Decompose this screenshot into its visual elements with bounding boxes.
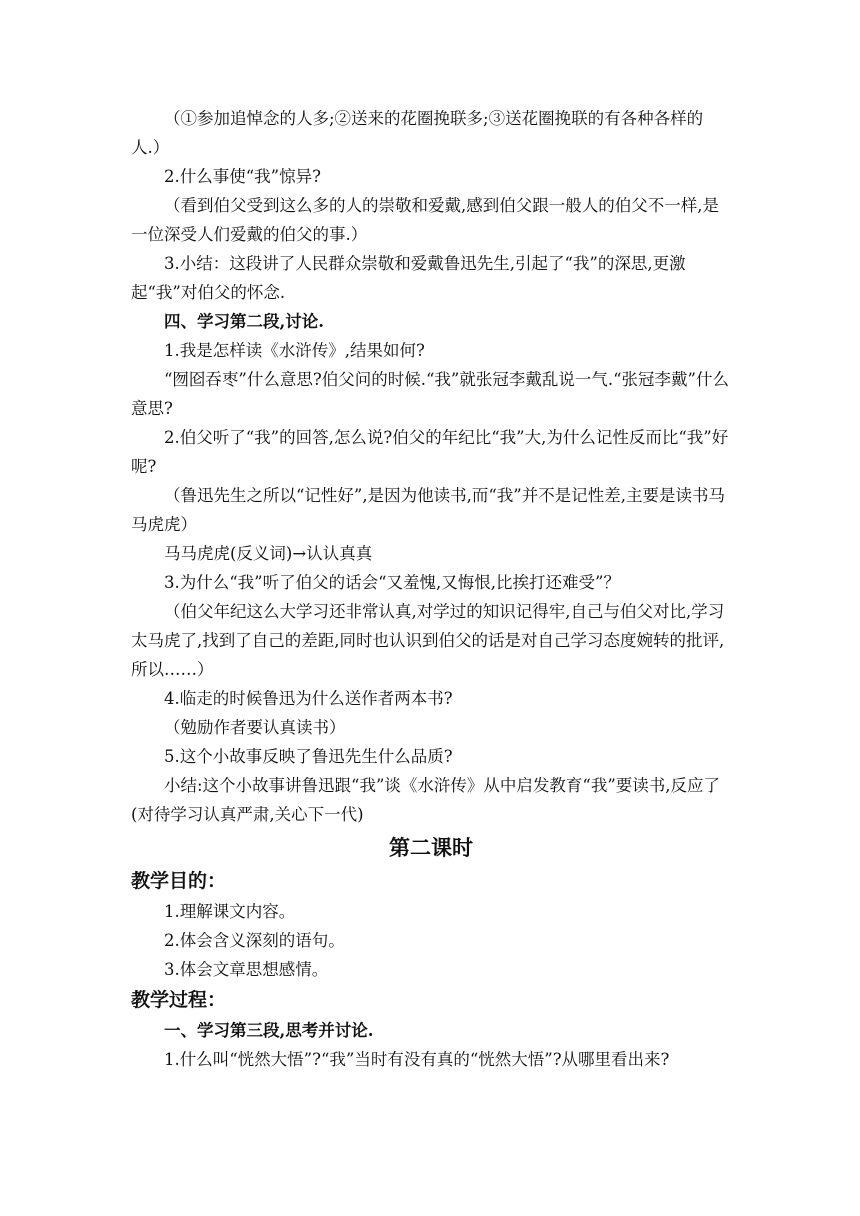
process-heading: 教学过程： <box>131 989 227 1011</box>
answer-paragraph: （勉励作者要认真读书） <box>164 718 346 737</box>
question-4: 4.临走的时候鲁迅为什么送作者两本书? <box>164 689 453 708</box>
section-heading: 四、学习第二段,讨论. <box>164 312 324 331</box>
summary-paragraph: 小结:这个小故事讲鲁迅跟“我”谈《水浒传》从中启发教育“我”要读书,反应了(对待学习认真严肃,关心下一代) <box>131 776 721 824</box>
goal-item: 2.体会含义深刻的语句。 <box>164 931 345 950</box>
answer-paragraph: （伯父年纪这么大学习还非常认真,对学过的知识记得牢,自己与伯父对比,学习太马虎了,找到了自己的差距,同时也认识到伯父的话是对自己学习态度婉转的批评,所以……） <box>131 602 725 679</box>
question-3: 3.为什么“我”听了伯父的话会“又羞愧,又悔恨,比挨打还难受”？ <box>164 573 620 592</box>
question-1: 1.我是怎样读《水浒传》,结果如何? <box>164 341 425 360</box>
document-body <box>131 104 731 1074</box>
question-paragraph: “囫囵吞枣”什么意思?伯父问的时候.“我”就张冠李戴乱说一气.“张冠李戴”什么意思? <box>131 370 729 418</box>
question-2: 2.什么事使“我”惊异? <box>164 167 321 186</box>
question-2: 2.伯父听了“我”的回答,怎么说?伯父的年纪比“我”大,为什么记性反而比“我”好呢? <box>131 428 729 476</box>
summary-paragraph: 3.小结：这段讲了人民群众崇敬和爱戴鲁迅先生,引起了“我”的深思,更激起“我”对伯父的怀念. <box>131 254 686 302</box>
answer-paragraph: （①参加追悼念的人多;②送来的花圈挽联多;③送花圈挽联的有各种各样的人.） <box>131 109 704 157</box>
section-heading: 一、学习第三段,思考并讨论. <box>164 1021 374 1040</box>
antonym-line: 马马虎虎(反义词)→认认真真 <box>164 544 373 563</box>
goal-item: 3.体会文章思想感情。 <box>164 960 329 979</box>
answer-paragraph: （看到伯父受到这么多的人的崇敬和爱戴,感到伯父跟一般人的伯父不一样,是一位深受人们爱戴的伯父的事.） <box>131 196 719 244</box>
question-5: 5.这个小故事反映了鲁迅先生什么品质? <box>164 747 453 766</box>
answer-paragraph: （鲁迅先生之所以“记性好”,是因为他读书,而“我”并不是记性差,主要是读书马马虎虎） <box>131 486 725 534</box>
lesson-title: 第二课时 <box>389 836 473 860</box>
goals-heading: 教学目的： <box>131 870 227 892</box>
question-1: 1.什么叫“恍然大悟”?“我”当时有没有真的“恍然大悟”?从哪里看出来? <box>164 1050 670 1069</box>
goal-item: 1.理解课文内容。 <box>164 902 296 921</box>
